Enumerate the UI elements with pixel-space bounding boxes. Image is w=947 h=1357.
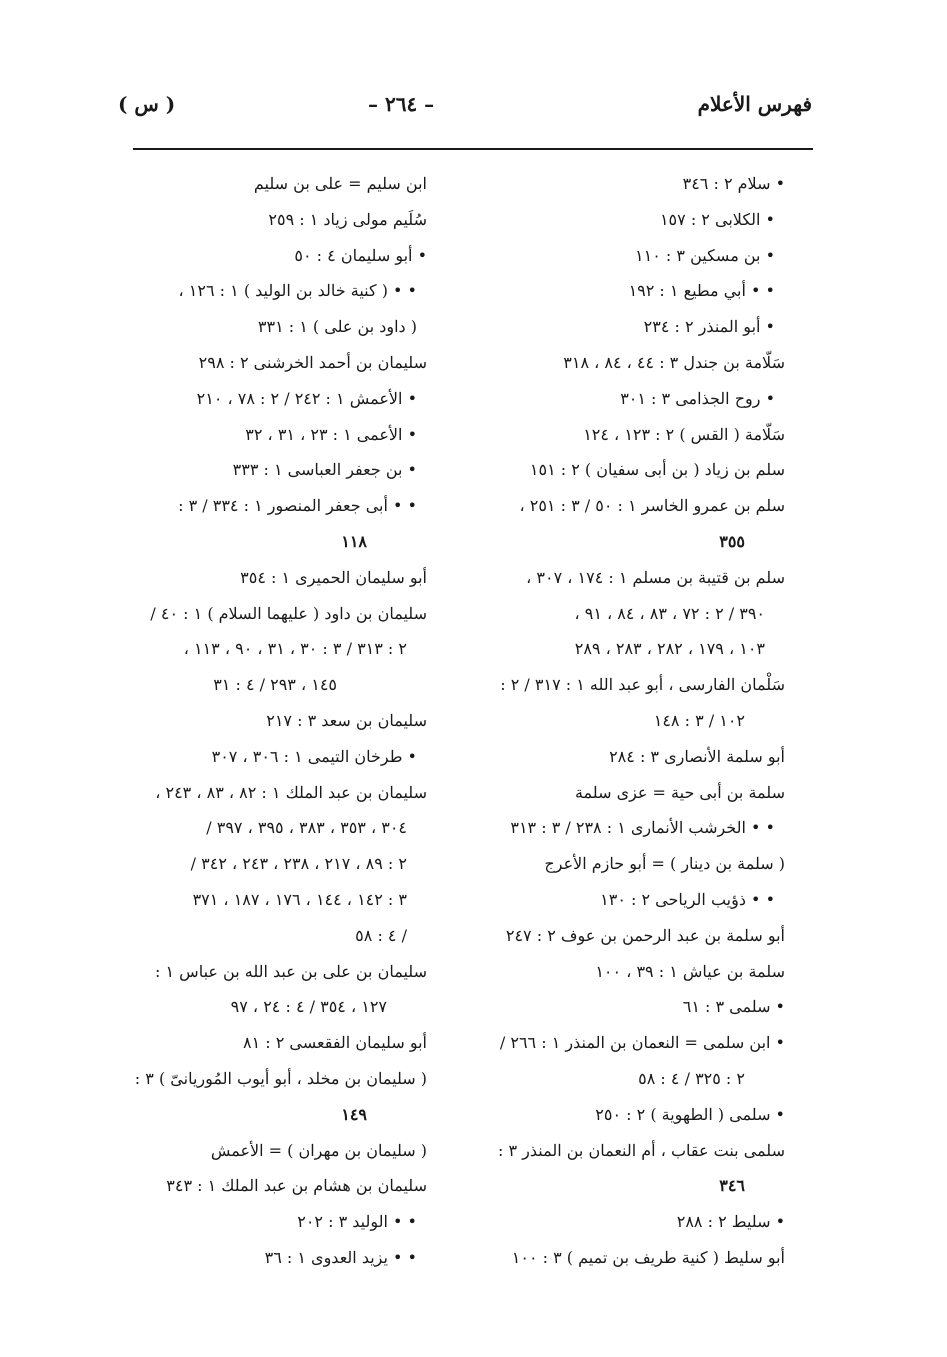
index-entry: سلم بن عمرو الخاسر ١ : ٥٠ / ٣ : ٢٥١ ، [519, 496, 785, 516]
index-entry: • أبو المنذر ٢ : ٢٣٤ [643, 317, 775, 337]
index-entry: • • الوليد ٣ : ٢٠٢ [297, 1212, 417, 1232]
index-entry: • الأعمش ١ : ٢٤٢ / ٢ : ٧٨ ، ٢١٠ [196, 388, 417, 408]
index-entry: • • يزيد العدوى ١ : ٣٦ [264, 1247, 417, 1267]
index-entry: سَلْمان الفارسى ، أبو عبد الله ١ : ٣١٧ / ٢ : [500, 675, 785, 695]
header-divider [133, 148, 813, 150]
index-entry: ١٤٥ ، ٢٩٣ / ٤ : ٣١ [213, 675, 337, 695]
index-entry: ١١٨ [341, 531, 367, 551]
index-entry: • سليط ٢ : ٢٨٨ [676, 1212, 785, 1232]
index-entry: أبو سلمة الأنصارى ٣ : ٢٨٤ [609, 746, 785, 766]
index-entry: ١٠٣ ، ١٧٩ ، ٢٨٢ ، ٢٨٣ ، ٢٨٩ [574, 639, 765, 659]
index-entry: أبو سلمة بن عبد الرحمن بن عوف ٢ : ٢٤٧ [505, 925, 785, 945]
index-entry: سلم بن زياد ( بن أبى سفيان ) ٢ : ١٥١ [529, 460, 785, 480]
index-entry: سليمان بن هشام بن عبد الملك ١ : ٣٤٣ [166, 1176, 427, 1196]
index-entry: • بن جعفر العباسى ١ : ٣٣٣ [232, 460, 417, 480]
index-entry: • • ذؤيب الرياحى ٢ : ١٣٠ [600, 889, 775, 909]
index-entry: أبو سليط ( كنية طريف بن تميم ) ٣ : ١٠٠ [511, 1247, 785, 1267]
index-entry: سَلّامة ( القس ) ٢ : ١٢٣ ، ١٢٤ [583, 424, 785, 444]
index-entry: • بن مسكين ٣ : ١١٠ [635, 245, 775, 265]
running-title: فهرس الأعلام [697, 92, 812, 116]
index-entry: أبو سليمان الفقعسى ٢ : ٨١ [242, 1033, 427, 1053]
index-entry: ٣٩٠ / ٢ : ٧٢ ، ٨٣ ، ٨٤ ، ٩١ ، [574, 603, 765, 623]
index-entry: ابن سليم = على بن سليم [253, 174, 427, 193]
index-entry: • • الخرشب الأنمارى ١ : ٢٣٨ / ٣ : ٣١٣ [510, 818, 775, 838]
index-entry: • طرخان التيمى ١ : ٣٠٦ ، ٣٠٧ [211, 746, 417, 766]
index-entry: • سلمى ٣ : ٦١ [682, 997, 785, 1017]
index-entry: سَلّامة بن جندل ٣ : ٤٤ ، ٨٤ ، ٣١٨ [563, 352, 785, 372]
index-entry: / ٤ : ٥٨ [355, 925, 407, 945]
left-index-column [117, 166, 427, 1276]
index-entry: سليمان بن عبد الملك ١ : ٨٢ ، ٨٣ ، ٢٤٣ ، [155, 782, 427, 802]
index-entry: • ابن سلمى = النعمان بن المنذر ١ : ٢٦٦ / [499, 1033, 785, 1053]
index-entry: ٢ : ٣٢٥ / ٤ : ٥٨ [638, 1068, 745, 1088]
page-header [100, 92, 812, 122]
index-entry: ( سليمان بن مهران ) = الأعمش [210, 1140, 427, 1160]
index-entry: • سلام ٢ : ٣٤٦ [682, 174, 785, 193]
index-entry: سليمان بن سعد ٣ : ٢١٧ [266, 710, 427, 730]
index-entry: • • أبي مطيع ١ : ١٩٢ [628, 281, 775, 301]
index-entry: • الكلابى ٢ : ١٥٧ [659, 209, 775, 229]
index-entry: ١٤٩ [341, 1104, 367, 1124]
index-entry: ٣٤٦ [719, 1176, 745, 1196]
index-entry: سلمة بن عياش ١ : ٣٩ ، ١٠٠ [595, 961, 785, 981]
index-entry: ( سلمة بن دينار ) = أبو حازم الأعرج [544, 854, 785, 874]
index-entry: • روح الجذامى ٣ : ٣٠١ [620, 388, 775, 408]
index-entry: أبو سليمان الحميرى ١ : ٣٥٤ [240, 567, 427, 587]
index-entry: سلم بن قتيبة بن مسلم ١ : ١٧٤ ، ٣٠٧ ، [526, 567, 785, 587]
right-index-column [460, 166, 785, 1276]
index-entry: • الأعمى ١ : ٢٣ ، ٣١ ، ٣٢ [245, 424, 417, 444]
section-letter: ( س ) [118, 92, 176, 116]
index-entry: ٣ : ١٤٢ ، ١٤٤ ، ١٧٦ ، ١٨٧ ، ٣٧١ [192, 889, 407, 909]
index-entry: سلمة بن أبى حية = عزى سلمة [574, 782, 785, 802]
index-entry: ( سليمان بن مخلد ، أبو أيوب المُوريانىّ ) ٣ : [134, 1068, 427, 1088]
index-entry: ٣٠٤ ، ٣٥٣ ، ٣٨٣ ، ٣٩٥ ، ٣٩٧ / [206, 818, 407, 838]
index-entry: سُلَيم مولى زياد ١ : ٢٥٩ [268, 209, 427, 229]
index-entry: ٣٥٥ [719, 531, 745, 551]
index-entry: سليمان بن داود ( عليهما السلام ) ١ : ٤٠ / [150, 603, 427, 623]
index-entry: ٢ : ٨٩ ، ٢١٧ ، ٢٣٨ ، ٢٤٣ ، ٣٤٢ / [190, 854, 407, 874]
index-entry: • سلمى ( الطهوية ) ٢ : ٢٥٠ [595, 1104, 785, 1124]
index-entry: ١٠٢ / ٣ : ١٤٨ [653, 710, 745, 730]
index-entry: ١٢٧ ، ٣٥٤ / ٤ : ٢٤ ، ٩٧ [230, 997, 387, 1017]
index-entry: سلمى بنت عقاب ، أم النعمان بن المنذر ٣ : [497, 1140, 785, 1160]
page-number: – ٢٦٤ – [368, 92, 435, 116]
index-entry: سليمان بن أحمد الخرشنى ٢ : ٢٩٨ [198, 352, 427, 372]
index-entry: • أبو سليمان ٤ : ٥٠ [294, 245, 427, 265]
index-entry: • • ( كنية خالد بن الوليد ) ١ : ١٢٦ ، [178, 281, 417, 301]
index-entry: ( داود بن على ) ١ : ٣٣١ [257, 317, 417, 337]
index-entry: سليمان بن على بن عبد الله بن عباس ١ : [155, 961, 427, 981]
index-entry: ٢ : ٣١٣ / ٣ : ٣٠ ، ٣١ ، ٩٠ ، ١١٣ ، [183, 639, 407, 659]
index-entry: • • أبى جعفر المنصور ١ : ٣٣٤ / ٣ : [178, 496, 417, 516]
